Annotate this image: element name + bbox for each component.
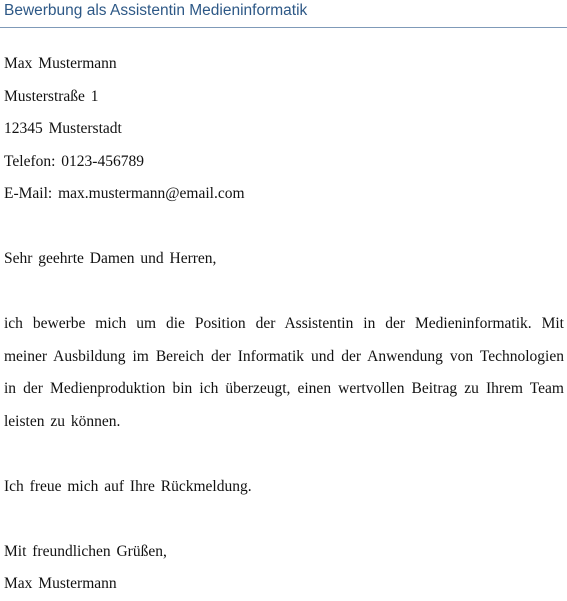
sender-address-block [4,48,564,211]
signature-name: Max Mustermann [4,575,117,592]
spacer [4,276,564,309]
spacer [4,503,564,536]
sender-name: Max Mustermann [4,55,117,72]
spacer [4,211,564,244]
sender-phone: Telefon: 0123-456789 [4,152,144,170]
letter-body [4,48,564,601]
sender-street: Musterstraße 1 [4,87,99,105]
body-paragraph-main: ich bewerbe mich um die Position der Assistentin in der Medieninformatik. Mit meiner Ausbildung im Bereich der Informatik und der Anwendung von Technologien in der Medienproduktion bin ich überzeugt, einen wertvollen Beitrag zu Ihrem Team leisten zu können. [4,315,564,430]
document-title: Bewerbung als Assistentin Medieninformatik [4,2,308,19]
sender-city: 12345 Musterstadt [4,120,122,137]
spacer [4,438,564,471]
closing-phrase: Mit freundlichen Grüßen, [4,542,167,560]
body-paragraph-closing: Ich freue mich auf Ihre Rückmeldung. [4,477,252,495]
sender-email: E-Mail: max.mustermann@email.com [4,185,245,202]
document-header [0,0,567,28]
salutation: Sehr geehrte Damen und Herren, [4,250,217,267]
